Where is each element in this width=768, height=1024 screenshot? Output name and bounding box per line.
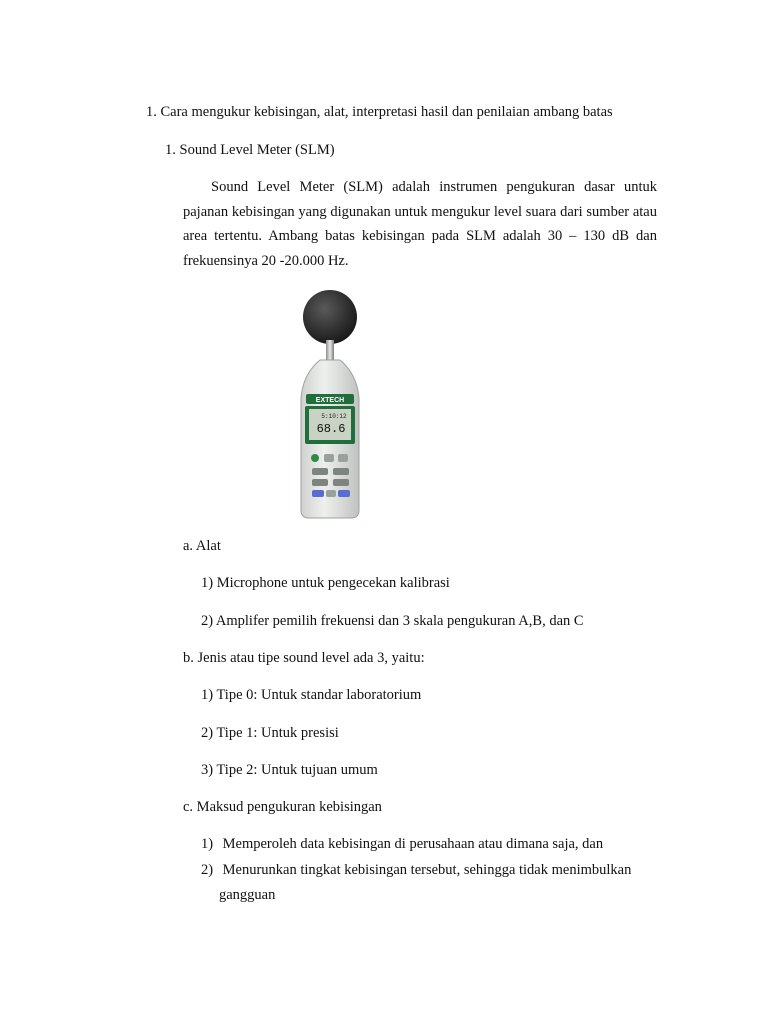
body-paragraph-text: Sound Level Meter (SLM) adalah instrumen pengukuran dasar untuk pajanan kebisingan yang digunakan untuk mengukur level suara dari sumber atau area tertentu. Ambang batas kebisingan pada SLM adalah 30 – 130 dB dan frekuensinya 20 -20.000 Hz. (183, 179, 657, 269)
display-time: 5:10:12 (321, 413, 347, 420)
list-item: 1) Microphone untuk pengecekan kalibrasi (201, 575, 450, 591)
list-item: 3) Tipe 2: Untuk tujuan umum (201, 762, 378, 778)
section-a-title: a. Alat (183, 538, 221, 554)
section-c-title: c. Maksud pengukuran kebisingan (183, 799, 382, 815)
list-item (201, 861, 631, 879)
list-item: 2) Tipe 1: Untuk presisi (201, 725, 339, 741)
section-b-title: b. Jenis atau tipe sound level ada 3, yaitu: (183, 650, 425, 666)
list-continuation: gangguan (219, 887, 276, 903)
list-text: Memperoleh data kebisingan di perusahaan atau dimana saja, dan (222, 836, 604, 852)
display-reading: 68.6 (316, 422, 346, 436)
body-paragraph (183, 175, 657, 273)
list-text: Menurunkan tingkat kebisingan tersebut, sehingga tidak menimbulkan (222, 862, 632, 878)
section-heading: 1. Cara mengukur kebisingan, alat, interpretasi hasil dan penilaian ambang batas (146, 104, 613, 120)
list-item: 1) Tipe 0: Untuk standar laboratorium (201, 687, 422, 703)
list-item: 2) Amplifer pemilih frekuensi dan 3 skala pengukuran A,B, dan C (201, 613, 584, 629)
list-number: 2) (201, 862, 214, 878)
list-number: 1) (201, 836, 214, 852)
list-item (201, 835, 603, 853)
brand-label: EXTECH (315, 397, 345, 404)
subsection-heading: 1. Sound Level Meter (SLM) (165, 142, 335, 158)
sound-level-meter-image (212, 288, 448, 520)
